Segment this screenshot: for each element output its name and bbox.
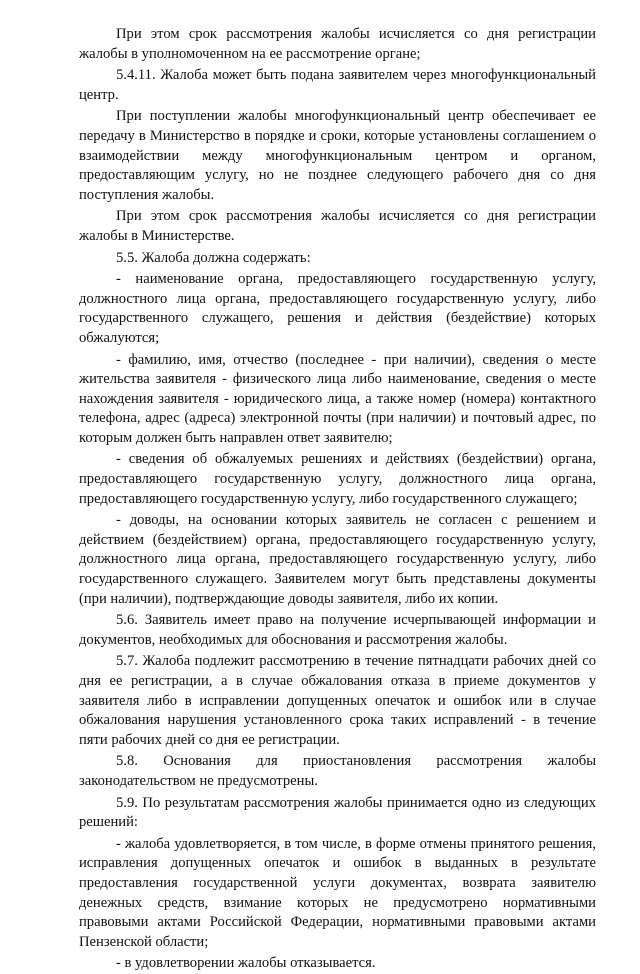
paragraph-5-7: 5.7. Жалоба подлежит рассмотрению в течение пятнадцати рабочих дней со дня ее регистрации, а в случае обжалования отказа в приеме документов у заявителя либо в исправлении допущенных опечаток и ошибок или в случае обжалования нарушения установленного срока таких исправлений - в течение пяти рабочих дней со дня ее регистрации. (79, 653, 596, 748)
list-item-appealed-decisions: - сведения об обжалуемых решениях и действиях (бездействии) органа, предоставляющего государственную услугу, должностного лица органа, предоставляющего государственную услугу, либо государственного служащего; (79, 451, 596, 507)
list-item-complaint-satisfied: - жалоба удовлетворяется, в том числе, в форме отмены принятого решения, исправления допущенных опечаток и ошибок в выданных в результате предоставления государственной услуги документах, возврата заявителю денежных средств, взимание которых не предусмотрено нормативными правовыми актами Российской Федерации, нормативными правовыми актами Пензенской области; (79, 835, 596, 950)
list-item-arguments: - доводы, на основании которых заявитель не согласен с решением и действием (бездействием) органа, предоставляющего государственную услугу, должностного лица органа, предоставляющего государственную услугу, либо государственного служащего. Заявителем могут быть представлены документы (при наличии), подтверждающие доводы заявителя, либо их копии. (79, 512, 596, 607)
paragraph-5-6: 5.6. Заявитель имеет право на получение исчерпывающей информации и документов, необходимых для обоснования и рассмотрения жалобы. (79, 612, 596, 648)
paragraph-5-9: 5.9. По результатам рассмотрения жалобы принимается одно из следующих решений: (79, 794, 596, 831)
paragraph-5-8: 5.8. Основания для приостановления рассмотрения жалобы законодательством не предусмотрены. (79, 753, 596, 789)
paragraph-term-uploaded-organ: При этом срок рассмотрения жалобы исчисляется со дня регистрации жалобы в уполномоченном на ее рассмотрение органе; (79, 26, 596, 62)
paragraph-mfc-transfer: При поступлении жалобы многофункциональный центр обеспечивает ее передачу в Министерство в порядке и сроки, которые установлены соглашением о взаимодействии между многофункциональным центром и органом, предоставляющим услугу, но не позднее следующего рабочего дня со дня поступления жалобы. (79, 108, 596, 203)
paragraph-term-ministry: При этом срок рассмотрения жалобы исчисляется со дня регистрации жалобы в Министерстве. (79, 208, 596, 244)
list-item-applicant-details: - фамилию, имя, отчество (последнее - при наличии), сведения о месте жительства заявителя - физического лица либо наименование, сведения о месте нахождения заявителя - юридического лица, а также номер (номера) контактного телефона, адрес (адреса) электронной почты (при наличии) и почтовый адрес, по которым должен быть направлен ответ заявителю; (79, 351, 596, 446)
document-page (79, 25, 596, 974)
paragraph-5-5: 5.5. Жалоба должна содержать: (116, 249, 311, 266)
paragraph-5-4-11: 5.4.11. Жалоба может быть подана заявителем через многофункциональный центр. (79, 67, 596, 103)
list-item-organ-name: - наименование органа, предоставляющего государственную услугу, должностного лица органа, предоставляющего государственную услугу, либо государственного служащего, решения и действия (бездействие) которых обжалуются; (79, 271, 596, 346)
list-item-complaint-rejected: - в удовлетворении жалобы отказывается. (116, 955, 376, 972)
